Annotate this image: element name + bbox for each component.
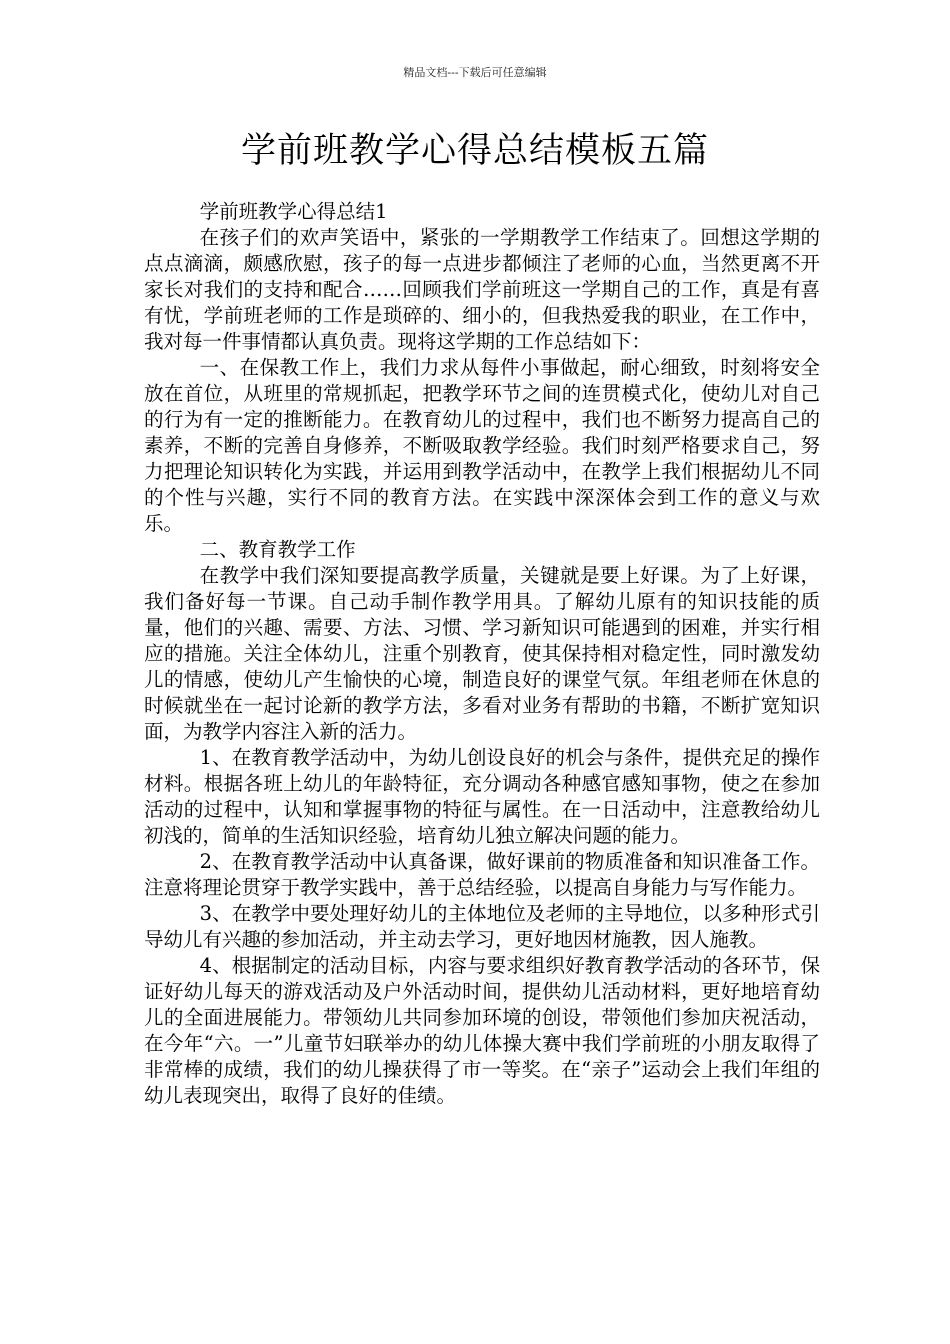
document-title: 学前班教学心得总结模板五篇 <box>240 131 709 171</box>
paragraph: 2、在教育教学活动中认真备课，做好课前的物质准备和知识准备工作。注意将理论贯穿于教学实践中，善于总结经验，以提高自身能力与写作能力。 <box>144 850 820 899</box>
subsection-heading: 二、教育教学工作 <box>199 538 356 561</box>
document-body <box>144 199 820 1109</box>
paragraph: 3、在教学中要处理好幼儿的主体地位及老师的主导地位，以多种形式引导幼儿有兴趣的参加活动，并主动去学习，更好地因材施教，因人施教。 <box>144 902 820 951</box>
section-heading: 学前班教学心得总结1 <box>199 200 388 223</box>
paragraph: 在孩子们的欢声笑语中，紧张的一学期教学工作结束了。回想这学期的点点滴滴，颇感欣慰，孩子的每一点进步都倾注了老师的心血，当然更离不开家长对我们的支持和配合……回顾我们学前班这一学期自己的工作，真是有喜有忧，学前班老师的工作是琐碎的、细小的，但我热爱我的职业，在工作中，我对每一件事情都认真负责。现将这学期的工作总结如下： <box>144 226 820 353</box>
header-note: 精品文档---下载后可任意编辑 <box>403 66 547 79</box>
paragraph: 4、根据制定的活动目标，内容与要求组织好教育教学活动的各环节，保证好幼儿每天的游戏活动及户外活动时间，提供幼儿活动材料，更好地培育幼儿的全面进展能力。带领幼儿共同参加环境的创设，带领他们参加庆祝活动，在今年“六。一”儿童节妇联举办的幼儿体操大赛中我们学前班的小朋友取得了非常棒的成绩，我们的幼儿操获得了市一等奖。在“亲子”运动会上我们年组的幼儿表现突出，取得了良好的佳绩。 <box>144 954 820 1107</box>
paragraph: 一、在保教工作上，我们力求从每件小事做起，耐心细致，时刻将安全放在首位，从班里的常规抓起，把教学环节之间的连贯模式化，使幼儿对自己的行为有一定的推断能力。在教育幼儿的过程中，我们也不断努力提高自己的素养，不断的完善自身修养，不断吸取教学经验。我们时刻严格要求自己，努力把理论知识转化为实践，并运用到教学活动中，在教学上我们根据幼儿不同的个性与兴趣，实行不同的教育方法。在实践中深深体会到工作的意义与欢乐。 <box>144 356 820 535</box>
paragraph: 在教学中我们深知要提高教学质量，关键就是要上好课。为了上好课，我们备好每一节课。自己动手制作教学用具。了解幼儿原有的知识技能的质量，他们的兴趣、需要、方法、习惯、学习新知识可能遇到的困难，并实行相应的措施。关注全体幼儿，注重个别教育，使其保持相对稳定性，同时激发幼儿的情感，使幼儿产生愉快的心境，制造良好的课堂气氛。年组老师在休息的时候就坐在一起讨论新的教学方法，多看对业务有帮助的书籍，不断扩宽知识面，为教学内容注入新的活力。 <box>144 564 820 743</box>
paragraph: 1、在教育教学活动中，为幼儿创设良好的机会与条件，提供充足的操作材料。根据各班上幼儿的年龄特征，充分调动各种感官感知事物，使之在参加活动的过程中，认知和掌握事物的特征与属性。在一日活动中，注意教给幼儿初浅的，简单的生活知识经验，培育幼儿独立解决问题的能力。 <box>144 746 820 847</box>
